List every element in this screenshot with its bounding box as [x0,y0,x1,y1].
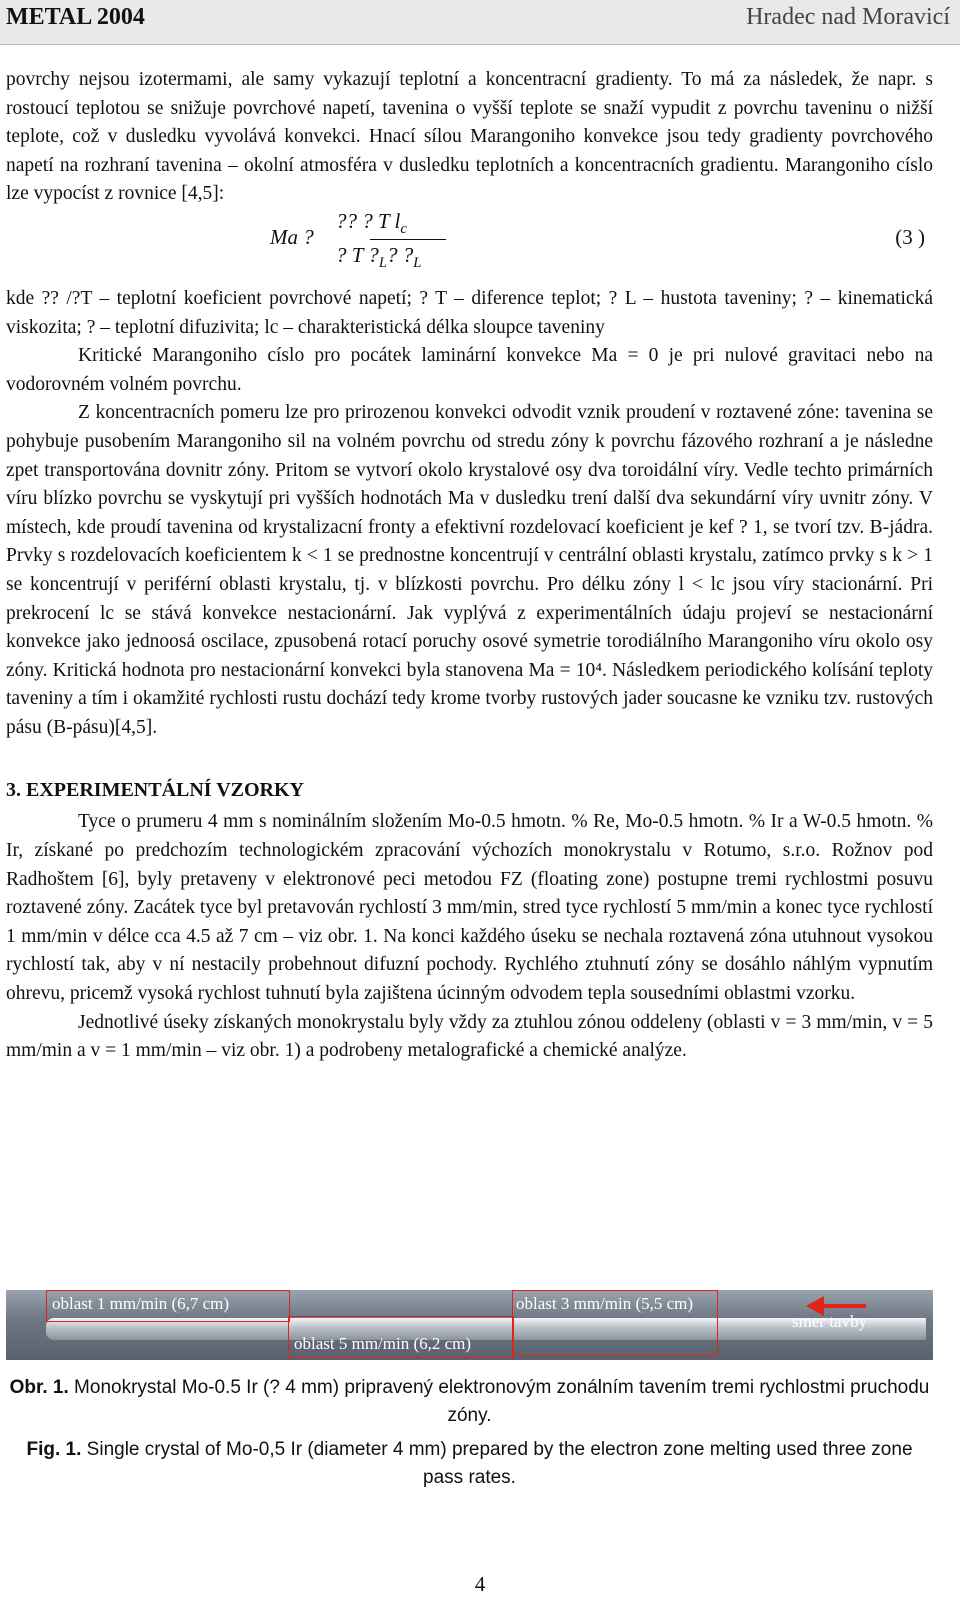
label-3mm: oblast 3 mm/min (5,5 cm) [516,1294,694,1313]
paragraph-variable-definitions: kde ?? /?T – teplotní koeficient povrchové napetí; ? T – diference teplot; ? L – hustota taveniny; ? – kinematická viskozita; ? – teplotní difuzivita; lc – charakteristická délka sloupce taveniny [6,287,933,338]
paragraph-marangoni-intro: povrchy nejsou izotermami, ale samy vykazují teplotní a koncentracní gradienty. To má za následek, že napr. s rostoucí teplotou se snižuje povrchové napetí, tavenina o vyšší teplote se snaží vypudit z povrchu taveninu o nižší teplote, což v dusledku vyvolává konvekci. Hnací sílou Marangoniho konvekce jsou tedy gradienty povrchového napetí na rozhraní tavenina – okolní atmosféra v dusledku teplotních a koncentracních gradientu. Marangoniho císlo lze vypocíst z rovnice [4,5]: [6,69,933,205]
fraction-bar [370,239,446,240]
section-heading: 3. EXPERIMENTÁLNÍ VZORKY [6,779,304,802]
page-content [6,66,933,1066]
equation-number: (3 ) [895,224,925,249]
direction-arrow-tail [822,1304,866,1308]
equation-lhs: Ma ? [270,224,314,249]
paragraph-convection: Z koncentracních pomeru lze pro prirozenou konvekci odvodit vznik proudení v roztavené zóne: tavenina se pohybuje pusobením Marangoniho sil na volném povrchu od stredu zóny k povrchu fázového rozhraní a je následne zpet transportována dovnitr zóny. Pritom se vytvorí okolo krystalové osy dva toroidální víry. Vedle techto primárních víru blízko povrchu se vyskytují pri vyšších hodnotách Ma v dusledku trení další dva sekundární víry uvnitr zóny. V místech, kde proudí tavenina od krystalizacní fronty a efektivní rozdelovací koeficient je kef ? 1, se tvorí tzv. B-jádra. Prvky s rozdelovacích koeficientem k < 1 se prednostne koncentrují v centrální oblasti krystalu, zatímco prvky s k > 1 se koncentrují v periférní oblasti krystalu, tj. v blízkosti povrchu. Pro délku zóny l < lc jsou víry stacionární. Pri prekrocení lc se stává konvekce nestacionární. Jak vyplývá z experimentálních údaju projeví se nestacionární konvekce jako jednoosá oscilace, zpusobená rotací poruchy osové symetrie torodiálního Marangoniho víru okolo osy zóny. Kritická hodnota pro nestacionární konvekci byla stanovena Ma = 10⁴. Následkem periodického kolísání teploty taveniny a tím i okamžité rychlosti rustu dochází tedy krome tvorby rustových jader soucasne ke vzniku tzv. rustových pásu (B-pásu)[4,5]. [6,402,933,738]
equation-denominator: ? T $?_L$? $?_L$ [336,242,422,272]
caption-en: Fig. 1. Single crystal of Mo-0,5 Ir (diameter 4 mm) prepared by the electron zone melting used three zone pass rates. [26,1439,913,1488]
equation-numerator: ?? ? T $l_c$ [336,208,407,238]
conference-title: METAL 2004 [6,4,145,30]
caption-cz: Obr. 1. Monokrystal Mo-0.5 Ir (? 4 mm) pripravený elektronovým zonálním tavením tremi rychlostmi pruchodu zóny. [9,1377,930,1426]
label-5mm: oblast 5 mm/min (6,2 cm) [294,1334,472,1353]
marangoni-equation [6,209,933,285]
page-header [0,0,960,45]
crystal-photo [6,1290,933,1360]
page-number: 4 [474,1572,486,1596]
label-1mm: oblast 1 mm/min (6,7 cm) [52,1294,230,1313]
paragraph-analysis: Jednotlivé úseky získaných monokrystalu byly vždy za ztuhlou zónou oddeleny (oblasti v = 3 mm/min, v = 5 mm/min a v = 1 mm/min – viz obr. 1) a podrobeny metalografické a chemické analýze. [6,1011,933,1062]
paragraph-critical-number: Kritické Marangoniho císlo pro pocátek laminární konvekce Ma = 0 je pri nulové gravitaci nebo na vodorovném volném povrchu. [6,345,933,395]
conference-location: Hradec nad Moravicí [746,4,950,30]
paragraph-samples: Tyce o prumeru 4 mm s nominálním složením Mo-0.5 hmotn. % Re, Mo-0.5 hmotn. % Ir a W-0.5 hmotn. % Ir, získané po predchozím technologickém zpracování výchozích monokrystalu v Rotumo, s.r.o. Rožnov pod Radhoštem [6], byly pretaveny v elektronové peci metodou FZ (floating zone) postupne tremi rychlostmi posuvu roztavené zóny. Zacátek tyce byl pretavován rychlostí 3 mm/min, stred tyce rychlostí 5 mm/min a konec tyce rychlostí 1 mm/min v délce cca 4.5 až 7 cm – viz obr. 1. Na konci každého úseku se nechala roztavená zóna utuhnout vysokou rychlostí tak, aby v ní nestacily probehnout difuzní pochody. Rychlého ztuhnutí zóny se dosáhlo náhlým vypnutím ohrevu, pricemž vysoká rychlost tuhnutí byla zajištena úcinným odvodem tepla sousedními oblastmi vzorku. [6,811,933,1005]
label-melt-direction: smer tavby [792,1312,868,1331]
